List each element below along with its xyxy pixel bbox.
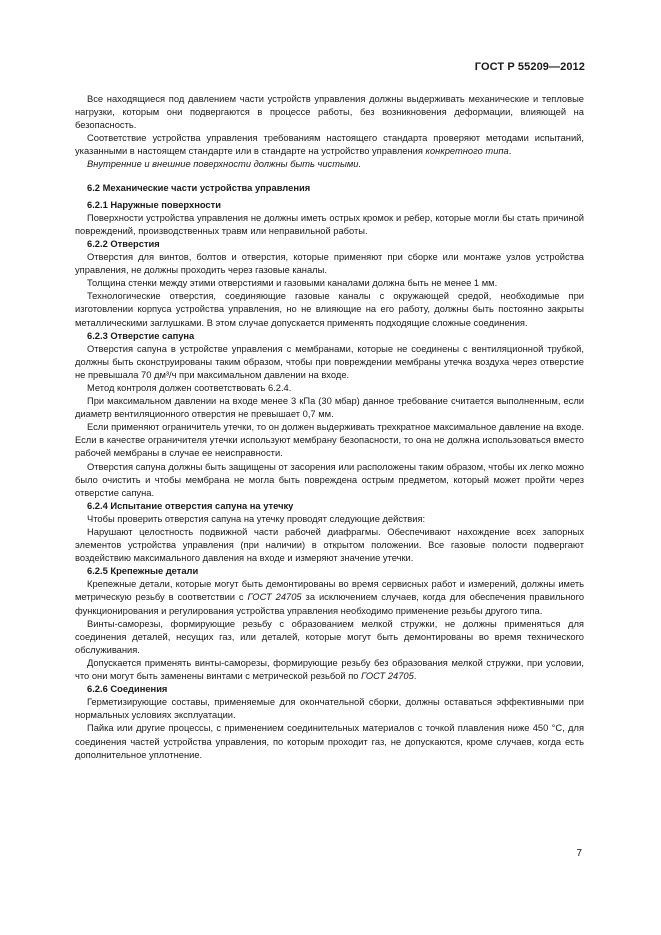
- document-body: [75, 93, 584, 762]
- text-run: 6.2.5 Крепежные детали: [87, 566, 199, 577]
- italic-text: ГОСТ 24705: [361, 671, 414, 682]
- text-run: Технологические отверстия, соединяющие газовые каналы с окружающей средой, необходимые при изготовлении корпуса устройства управления, но не влияющие на его работу, должны быть постоянно закрыты металлическими заглушками. В этом случае допускается применять подходящие сложные соединения.: [75, 291, 584, 328]
- subsection-heading: [75, 565, 584, 578]
- text-run: 6.2.4 Испытание отверстия сапуна на утечку: [87, 500, 294, 511]
- text-run: Толщина стенки между этими отверстиями и газовыми каналами должна быть не менее 1 мм.: [87, 278, 498, 289]
- text-run: 6.2.2 Отверстия: [87, 238, 160, 249]
- document-id-header: ГОСТ Р 55209—2012: [474, 61, 585, 73]
- text-run: за исключением случаев, когда для обеспечения правильного функционирования и регулирования устройства управления необходимо применение резьбы другого типа.: [75, 592, 585, 616]
- body-paragraph: [75, 578, 584, 617]
- text-run: При максимальном давлении на входе менее 3 кПа (30 мбар) данное требование считается выполненным, если диаметр вентиляционного отверстия не превышает 0,7 мм.: [75, 396, 584, 420]
- body-paragraph: [75, 158, 584, 171]
- italic-text: конкретного типа: [425, 146, 509, 157]
- body-paragraph: [75, 657, 584, 683]
- body-paragraph: [75, 618, 584, 657]
- subsection-heading: [75, 199, 584, 212]
- italic-text: ГОСТ 24705: [247, 592, 302, 603]
- text-run: 6.2 Механические части устройства управления: [87, 182, 311, 193]
- body-paragraph: [75, 343, 584, 382]
- text-run: 6.2.1 Наружные поверхности: [87, 199, 221, 210]
- body-paragraph: [75, 421, 584, 460]
- body-paragraph: [75, 251, 584, 277]
- text-run: 6.2.3 Отверстие сапуна: [87, 330, 195, 341]
- italic-text: Внутренние и внешние поверхности должны быть чистыми.: [87, 159, 362, 170]
- body-paragraph: [75, 93, 584, 132]
- text-run: Отверстия сапуна должны быть защищены от засорения или расположены таким образом, чтобы их легко можно было очистить и чтобы мембрана не могла быть повреждена острым предметом, который может пройти через отверстие сапуна.: [75, 461, 584, 498]
- text-run: Допускается применять винты-саморезы, формирующие резьбу без образования мелкой стружки, при условии, что они могут быть заменены винтами с метрической резьбой по: [75, 657, 584, 682]
- subsection-heading: [75, 330, 584, 343]
- body-paragraph: [75, 722, 584, 761]
- body-paragraph: [75, 513, 584, 526]
- text-run: Чтобы проверить отверстия сапуна на утечку проводят следующие действия:: [87, 513, 426, 524]
- text-run: Соответствие устройства управления требованиям настоящего стандарта проверяют методами испытаний, указанными в настоящем стандарте или в стандарте на устройство управления: [75, 133, 584, 157]
- body-paragraph: [75, 212, 584, 238]
- body-paragraph: [75, 461, 584, 500]
- body-paragraph: [75, 526, 584, 565]
- text-run: 6.2.6 Соединения: [87, 684, 168, 695]
- text-run: Крепежные детали, которые могут быть демонтированы во время сервисных работ и измерений, должны иметь метрическую резьбу в соответствии с: [75, 579, 584, 603]
- text-run: Винты-саморезы, формирующие резьбу с образованием мелкой стружки, не должны применяться для соединения деталей, несущих газ, или деталей, которые могут быть демонтированы во время технического обслуживания.: [75, 618, 584, 655]
- section-heading: [75, 182, 584, 195]
- text-run: Пайка или другие процессы, с применением соединительных материалов с точкой плавления ниже 450 °С, для соединения частей устройства управления, по которым проходит газ, не допускаются, кроме случаев, когда есть дополнительное уплотнение.: [75, 723, 584, 760]
- subsection-heading: [75, 500, 584, 513]
- body-paragraph: [75, 132, 584, 158]
- text-run: .: [413, 671, 417, 682]
- text-run: Нарушают целостность подвижной части рабочей диафрагмы. Обеспечивают нахождение всех запорных элементов устройства управления (при наличии) в открытом положении. Все газовые полости подвергают воздействию максимального давления на входе и измеряют значение утечки.: [75, 527, 584, 564]
- text-run: .: [508, 146, 512, 157]
- text-run: Герметизирующие составы, применяемые для окончательной сборки, должны оставаться эффективными при нормальных условиях эксплуатации.: [75, 697, 584, 721]
- subsection-heading: [75, 683, 584, 696]
- text-run: Отверстия сапуна в устройстве управления с мембранами, которые не соединены с вентиляционной трубкой, должны быть сконструированы таким образом, чтобы при повреждении мембраны утечка воздуха через отверстие не превышала 70 дм³/ч при максимальном давлении на входе.: [75, 343, 584, 380]
- body-paragraph: [75, 290, 584, 329]
- subsection-heading: [75, 238, 584, 251]
- text-run: Поверхности устройства управления не должны иметь острых кромок и ребер, которые могли бы стать причиной повреждений, производственных травм или неправильной работы.: [75, 212, 584, 236]
- text-run: Если применяют ограничитель утечки, то он должен выдерживать трехкратное максимальное давление на входе. Если в качестве ограничителя утечки используют мембрану безопасности, то она не должна использоваться вместо рабочей мембраны в случае ее неисправности.: [75, 422, 584, 459]
- body-paragraph: [75, 382, 584, 395]
- text-run: Все находящиеся под давлением части устройств управления должны выдерживать механические и тепловые нагрузки, которым они подвергаются в процессе работы, без возникновения деформации, влияющей на безопасность.: [75, 94, 584, 131]
- body-paragraph: [75, 696, 584, 722]
- page-number: 7: [576, 848, 582, 859]
- text-run: Метод контроля должен соответствовать 6.2.4.: [87, 382, 292, 393]
- body-paragraph: [75, 395, 584, 421]
- body-paragraph: [75, 277, 584, 290]
- text-run: Отверстия для винтов, болтов и отверстия, которые применяют при сборке или монтаже узлов устройства управления, не должны проходить через газовые каналы.: [75, 252, 584, 276]
